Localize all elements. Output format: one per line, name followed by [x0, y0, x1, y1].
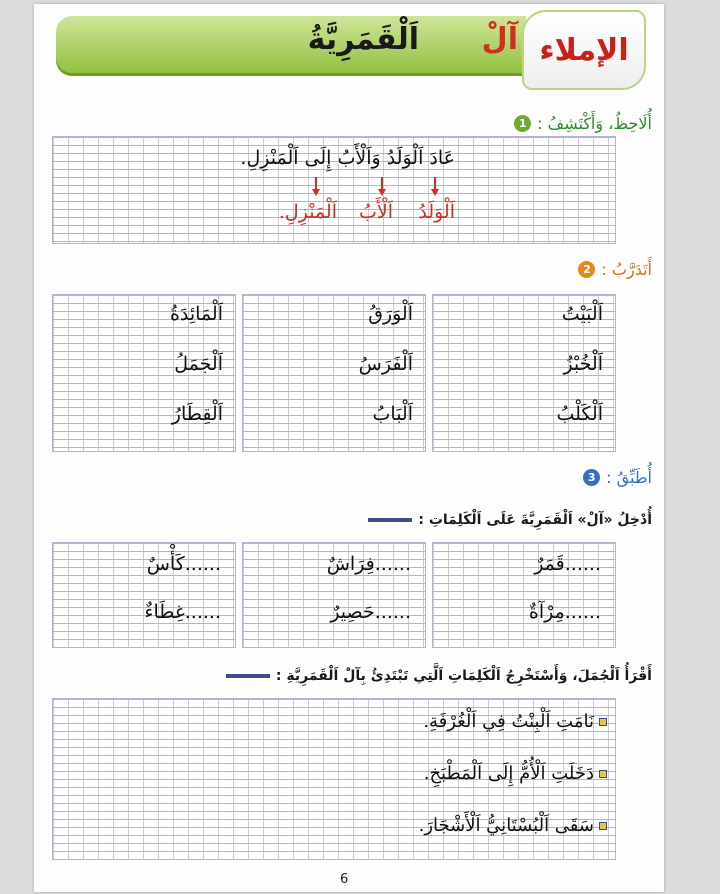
- section-number: 2: [578, 261, 595, 278]
- instruction-bar: [368, 518, 412, 522]
- sentence-text: نَامَتِ اَلْبِنْتُ فِي اَلْغُرْفَةِ.: [423, 711, 594, 732]
- instruction-bar: [226, 674, 270, 678]
- word: اَلْكَلْبُ: [556, 403, 603, 425]
- arrow-icon: [312, 189, 320, 196]
- word: اَلْفَرَسُ: [358, 353, 413, 375]
- section-label: أُلَاحِظُ، وَأَكْتَشِفُ :: [537, 114, 652, 133]
- word: اَلْوَرَقُ: [368, 303, 413, 325]
- instruction-text: أُدْخِلُ «آلْ» اَلْقَمَرِيَّةَ عَلَى اَلْكَلِمَاتِ :: [418, 512, 652, 528]
- exercise-word: ......حَصِيرٌ: [330, 601, 411, 623]
- word-2: اَلْأَبُ: [358, 201, 393, 223]
- word: اَلْبَابُ: [372, 403, 413, 425]
- practice-grid-middle: [242, 294, 426, 452]
- exercise-grid-right: [432, 542, 616, 648]
- instruction-text: أَقْرَأُ اَلْجُمَلَ، وَأَسْتَخْرِجُ اَلْكَلِمَاتِ اَلَّتِي تَبْتَدِئُ بِآلْ اَلْقَمَرِيَّةِ :: [275, 668, 652, 684]
- title-banner: [56, 10, 646, 90]
- section-label: أُطَبِّقُ :: [606, 468, 652, 487]
- word: اَلْمَائِدَةُ: [169, 303, 223, 325]
- example-sentence: عَادَ اَلْوَلَدُ وَاَلْأَبُ إِلَى اَلْمَنْزِلِ.: [240, 147, 455, 169]
- sentence-1: [423, 711, 607, 732]
- section-1-heading: [514, 114, 652, 133]
- exercise-word: ......قَمَرٌ: [534, 553, 601, 575]
- bullet-icon: [599, 718, 607, 726]
- word: اَلْقِطَارُ: [171, 403, 223, 425]
- word: اَلْبَيْتُ: [561, 303, 603, 325]
- writing-grid-1: [52, 136, 616, 244]
- section-3-heading: [583, 468, 652, 487]
- word: اَلْجَمَلُ: [174, 353, 223, 375]
- banner-ribbon: [56, 16, 526, 76]
- title-text: اَلْقَمَرِيَّةُ: [307, 22, 419, 57]
- arrow-icon: [431, 189, 439, 196]
- exercise-word: ......كَأْسٌ: [146, 553, 221, 575]
- bullet-icon: [599, 770, 607, 778]
- section-number: 3: [583, 469, 600, 486]
- sentence-2: [424, 763, 607, 784]
- exercise-word: ......فِرَاشٌ: [326, 553, 411, 575]
- title-prefix: آلْ: [481, 22, 518, 57]
- sentence-text: سَقَى اَلْبُسْتَانِيُّ اَلْأَشْجَارَ.: [418, 815, 594, 836]
- worksheet-page: [34, 4, 664, 892]
- reading-grid: [52, 698, 616, 860]
- subject-tag: الإملاء: [522, 10, 646, 90]
- page-number: 6: [340, 872, 349, 887]
- exercise-word: ......مِرْآةٌ: [528, 601, 601, 623]
- section-2-heading: [578, 260, 652, 279]
- instruction-2: [226, 668, 652, 684]
- section-number: 1: [514, 115, 531, 132]
- practice-grid-left: [52, 294, 236, 452]
- exercise-grid-middle: [242, 542, 426, 648]
- sentence-3: [419, 815, 607, 836]
- lesson-title: [308, 22, 518, 57]
- word-1: اَلْوَلَدُ: [418, 201, 455, 223]
- word-3: اَلْمَنْزِلِ.: [278, 201, 337, 223]
- practice-grid-right: [432, 294, 616, 452]
- arrow-icon: [378, 189, 386, 196]
- section-label: أَتَدَرَّبُ :: [601, 260, 652, 279]
- exercise-word: ......غِطَاءٌ: [144, 601, 221, 623]
- word: اَلْخُبْزُ: [563, 353, 603, 375]
- instruction-1: [368, 512, 652, 528]
- sentence-text: دَخَلَتِ اَلْأُمُّ إِلَى اَلْمَطْبَخِ.: [423, 763, 594, 784]
- exercise-grid-left: [52, 542, 236, 648]
- bullet-icon: [599, 822, 607, 830]
